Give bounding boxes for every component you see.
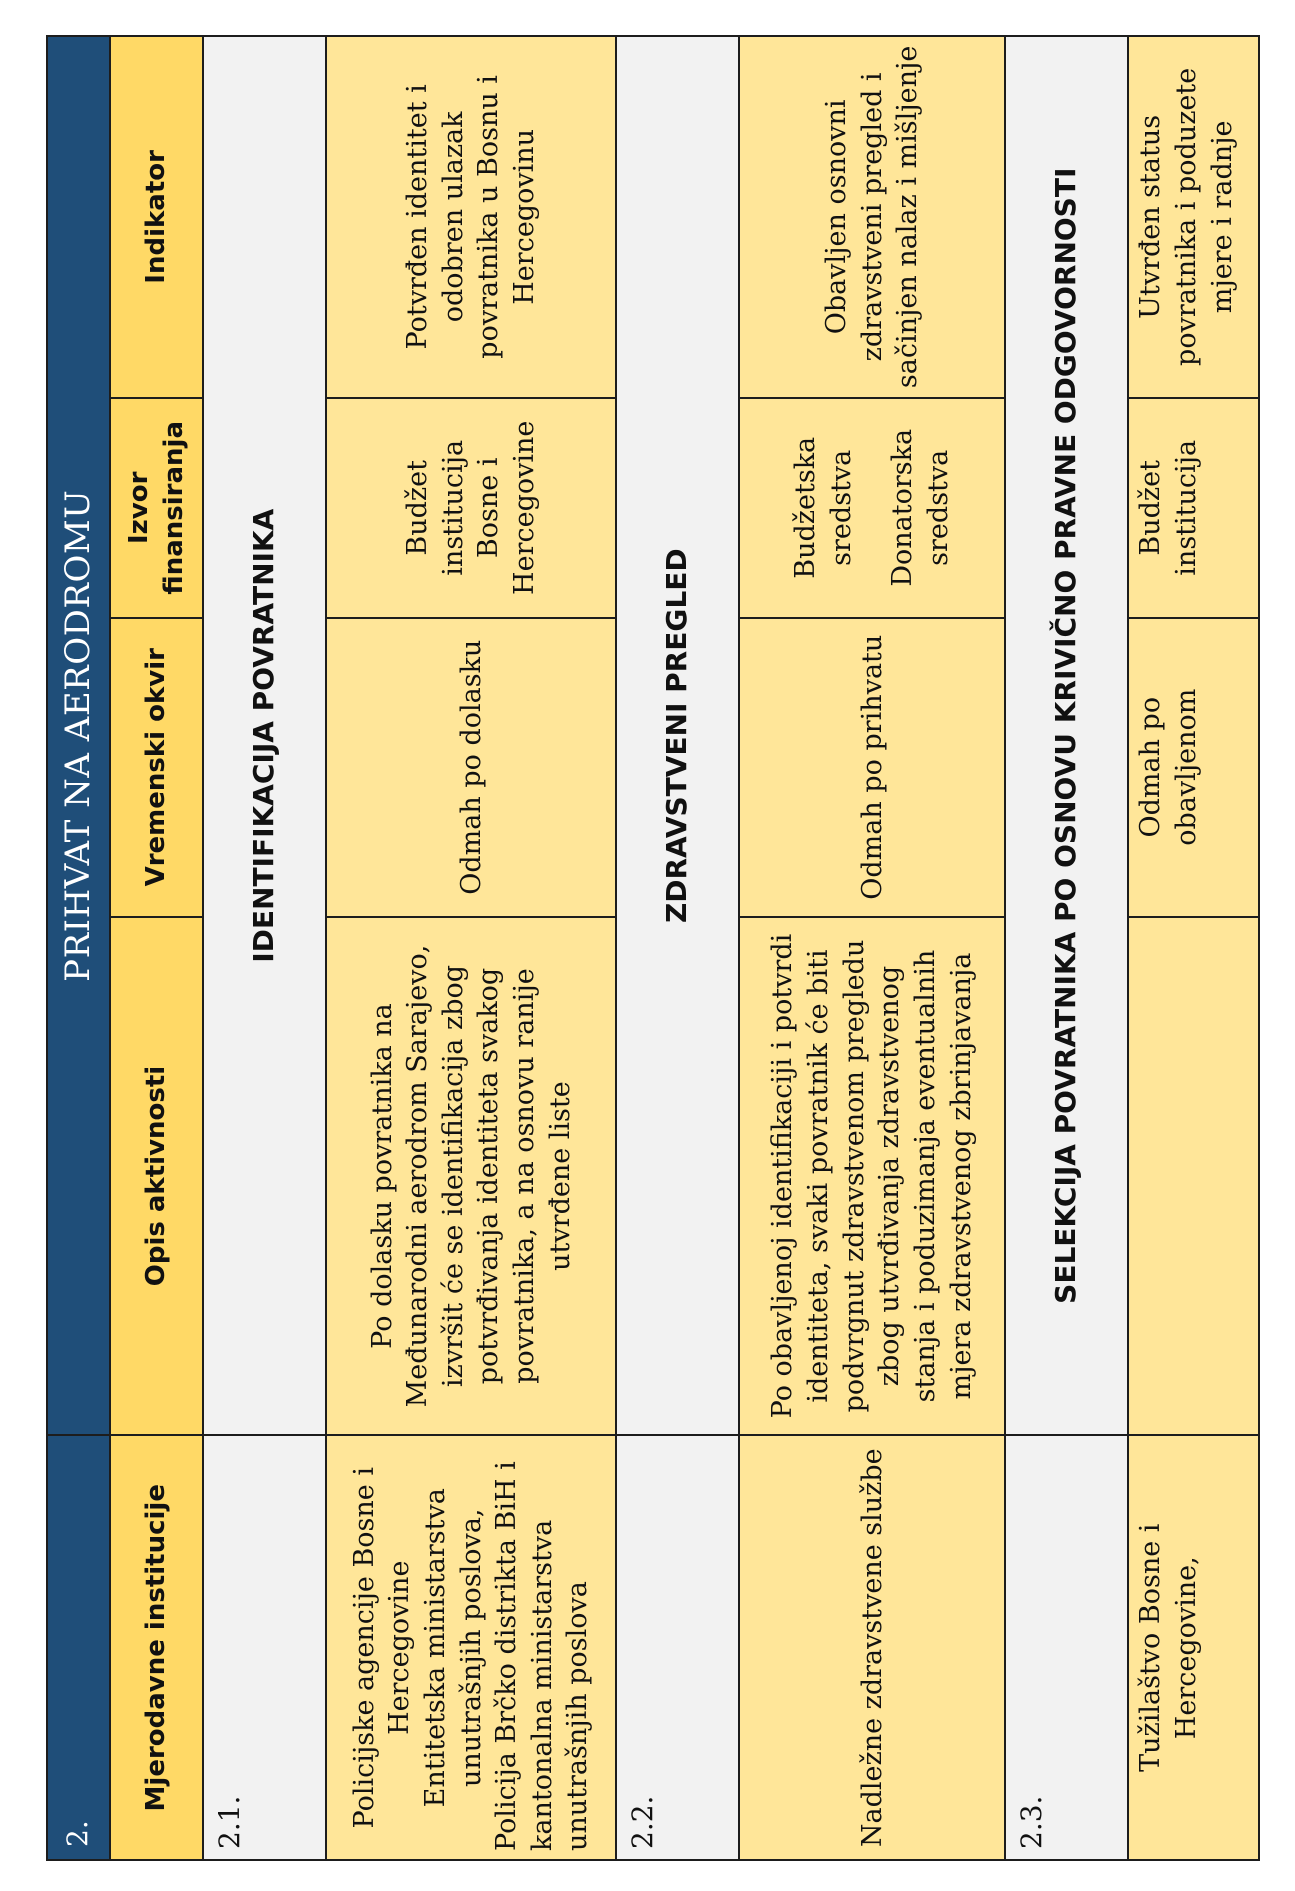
subsection-number: 2.1. [203,1435,326,1860]
header-opis: Opis aktivnosti [110,917,204,1436]
header-institucije: Mjerodavne institucije [110,1435,204,1860]
izvor-cell: Budžet institucija Bosne i Hercegovine [326,398,616,618]
header-indikator: Indikator [110,36,204,398]
opis-cell [1128,917,1259,1436]
opis-cell: Po dolasku povratnika na Međunarodni aerodrom Sarajevo, izvršit će se identifikacija zbog potvrđivanja identiteta svakog povratnika, a na osnovu ranije utvrđene liste [326,917,616,1436]
header-izvor: Izvor finansiranja [110,398,204,618]
section-title-row [47,36,110,1860]
subsection-row-2-3 [1005,36,1128,1860]
izvor-cell [739,398,1005,618]
institucije-cell [326,1435,616,1860]
table-row [739,36,1005,1860]
institution-line: Entitetska ministarstva unutrašnjih poslova, [419,1488,487,1808]
opis-cell: Po obavljenoj identifikaciji i potvrdi identiteta, svaki povratnik će biti podvrgnut zdravstvenom pregledu zbog utvrđivanja zdravstvenog stanja i poduzimanja eventualnih mjera zdravstvenog zbrinjavanja [739,917,1005,1436]
subsection-number: 2.2. [616,1435,739,1860]
subsection-title: SELEKCIJA POVRATNIKA PO OSNOVU KRIVIČNO PRAVNE ODGOVORNOSTI [1005,36,1128,1435]
section-number: 2. [47,1435,110,1860]
okvir-cell: Odmah po obavljenom [1128,618,1259,917]
subsection-title: IDENTIFIKACIJA POVRATNIKA [203,36,326,1435]
indikator-cell: Obavljen osnovni zdravstveni pregled i sačinjen nalaz i mišljenje [739,36,1005,398]
funding-source: Donatorska sredstva [887,428,954,587]
indikator-cell: Potvrđen identitet i odobren ulazak povratnika u Bosnu i Hercegovinu [326,36,616,398]
institution-line: Policija Brčko distrikta BiH i kantonalna ministarstva unutrašnjih poslova [491,1461,594,1851]
institucije-cell: Nadležne zdravstvene službe [739,1435,1005,1860]
subsection-row-2-1 [203,36,326,1860]
funding-source: Budžetska sredstva [790,436,857,579]
section-title: PRIHVAT NA AERODROMU [47,36,110,1435]
indikator-cell: Utvrđen status povratnika i poduzete mjere i radnje [1128,36,1259,398]
table-row [326,36,616,1860]
izvor-cell: Budžet institucija [1128,398,1259,618]
okvir-cell: Odmah po prihvatu [739,618,1005,917]
column-header-row [110,36,204,1860]
table-row [1128,36,1259,1860]
subsection-title: ZDRAVSTVENI PREGLED [616,36,739,1435]
header-okvir: Vremenski okvir [110,618,204,917]
subsection-row-2-2 [616,36,739,1860]
action-plan-table [46,35,1260,1861]
institution-line: Policijske agencije Bosne i Hercegovine [348,1467,416,1829]
subsection-number: 2.3. [1005,1435,1128,1860]
institucije-cell: Tužilaštvo Bosne i Hercegovine, [1128,1435,1259,1860]
okvir-cell: Odmah po dolasku [326,618,616,917]
